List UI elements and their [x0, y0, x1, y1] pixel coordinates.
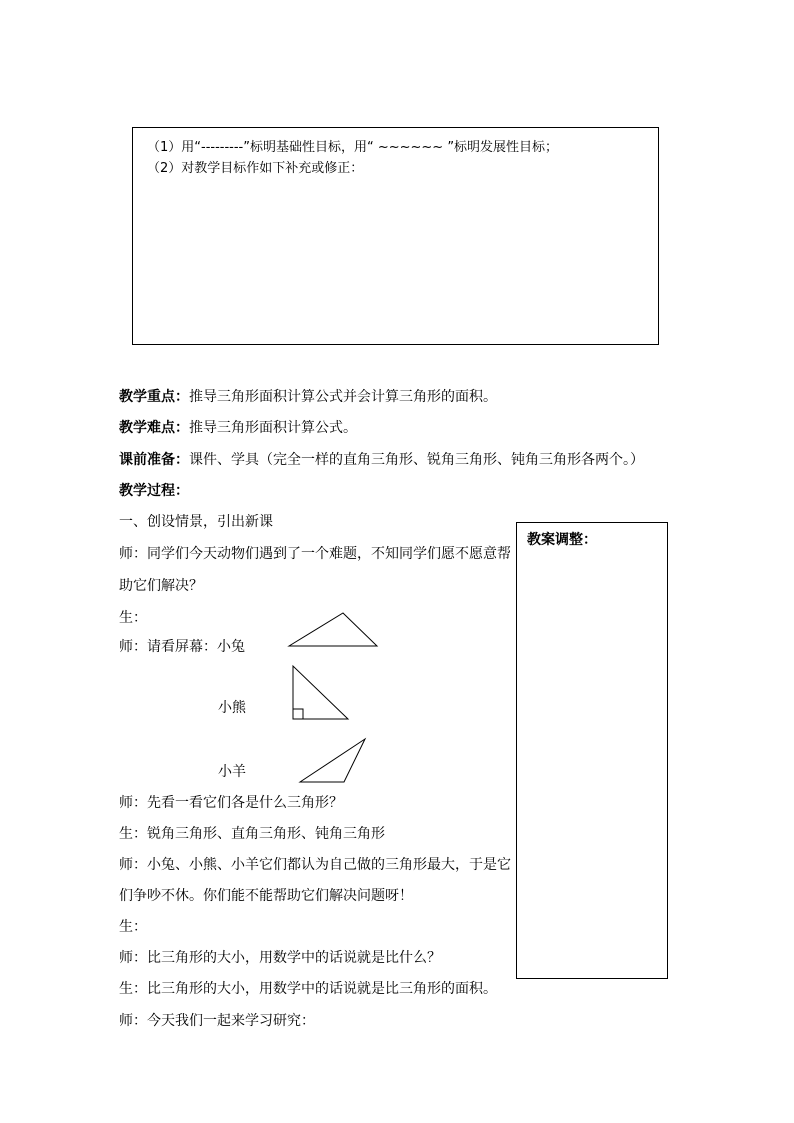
- triangle-label-bear: 小熊: [218, 700, 246, 716]
- acute-triangle: [289, 613, 377, 646]
- dialogue-line: 师：今天我们一起来学习研究：: [119, 1013, 315, 1029]
- goal-note-line-1: （1）用“---------”标明基础性目标，用“ ~~~~~~ ”标明发展性目标；: [147, 140, 559, 155]
- right-angle-marker: [293, 709, 303, 719]
- key-point-text: 推导三角形面积计算公式并会计算三角形的面积。: [189, 389, 497, 405]
- preparation-text: 课件、学具（完全一样的直角三角形、锐角三角形、钝角三角形各两个。）: [189, 452, 644, 468]
- dialogue-line: 师：小兔、小熊、小羊它们都认为自己做的三角形最大，于是它: [119, 857, 511, 873]
- right-triangle: [293, 666, 348, 719]
- dialogue-line: 师：先看一看它们各是什么三角形？: [119, 795, 343, 811]
- lesson-adjustment-panel: [516, 522, 668, 979]
- dialogue-line: 生：: [119, 919, 147, 935]
- dialogue-line: 生：比三角形的大小，用数学中的话说就是比三角形的面积。: [119, 981, 497, 997]
- difficult-point-text: 推导三角形面积计算公式。: [189, 420, 357, 436]
- preparation-label: 课前准备：: [119, 452, 189, 468]
- triangle-label-sheep: 小羊: [218, 764, 246, 780]
- key-point-label: 教学重点：: [119, 389, 189, 405]
- goal-note-line-2: （2）对教学目标作如下补充或修正：: [147, 161, 364, 176]
- section-heading: 一、创设情景，引出新课: [119, 514, 273, 530]
- dialogue-line: 师：比三角形的大小，用数学中的话说就是比什么？: [119, 950, 441, 966]
- dialogue-line: 生：: [119, 610, 147, 626]
- lesson-adjustment-title: 教案调整：: [527, 532, 597, 548]
- dialogue-line: 助它们解决？: [119, 578, 203, 594]
- process-label: 教学过程：: [119, 483, 189, 499]
- dialogue-line: 生：锐角三角形、直角三角形、钝角三角形: [119, 826, 385, 842]
- dialogue-line: 们争吵不休。你们能不能帮助它们解决问题呀！: [119, 888, 413, 904]
- difficult-point-label: 教学难点：: [119, 420, 189, 436]
- obtuse-triangle: [300, 739, 365, 782]
- dialogue-line: 师：同学们今天动物们遇到了一个难题，不知同学们愿不愿意帮: [119, 546, 511, 562]
- dialogue-line: 师：请看屏幕：小兔: [119, 639, 245, 655]
